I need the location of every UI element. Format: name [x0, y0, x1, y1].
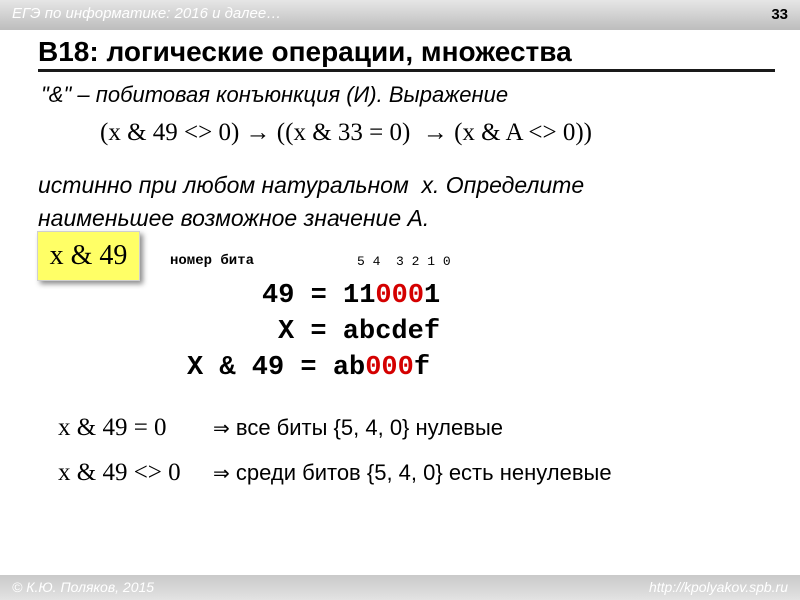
row-x-text: X = abcdef — [278, 317, 441, 347]
rule-nonzero-expr: x & 49 <> 0 — [58, 459, 181, 486]
bit-number-caption: номер бита — [170, 253, 255, 269]
row-49-suffix: 1 — [424, 281, 441, 311]
highlight-box-label: x & 49 — [37, 231, 140, 281]
slide-title: B18: логические операции, множества — [38, 36, 572, 67]
row-49-highlight: 000 — [375, 281, 425, 311]
rule-nonzero — [58, 459, 612, 487]
implies-arrow-icon: ⇒ — [213, 461, 230, 485]
footer-bar — [0, 575, 800, 600]
implies-arrow-icon: ⇒ — [213, 416, 230, 440]
footer-author: © К.Ю. Поляков, 2015 — [12, 579, 155, 595]
breadcrumb: ЕГЭ по информатике: 2016 и далее… — [12, 5, 282, 22]
task-text — [38, 169, 584, 235]
task-line-1: истинно при любом натуральном x. Определите — [38, 172, 585, 198]
formula: (x & 49 <> 0) → ((x & 33 = 0) → (x & A <> 0)) — [100, 119, 592, 146]
task-line-2: наименьшее возможное значение A. — [38, 205, 430, 231]
rule-zero-text: все биты {5, 4, 0} нулевые — [229, 415, 503, 440]
row-49-prefix: 49 = 11 — [262, 281, 376, 311]
binary-row-49 — [262, 281, 440, 311]
row-x49-suffix: f — [413, 353, 431, 383]
rule-nonzero-text: среди битов {5, 4, 0} есть ненулевые — [229, 460, 612, 485]
slide-number: 33 — [771, 6, 788, 23]
title-underline — [38, 69, 775, 72]
bit-indices: 5 4 3 2 1 0 — [357, 254, 451, 269]
rule-zero-expr: x & 49 = 0 — [58, 414, 167, 441]
binary-row-x-and-49 — [187, 353, 430, 383]
row-x49-prefix: X & 49 = ab — [187, 353, 366, 383]
binary-row-x — [278, 317, 440, 347]
row-x49-highlight: 000 — [365, 353, 414, 383]
header-bar — [0, 0, 800, 30]
intro-text: "&" – побитовая конъюнкция (И). Выражение — [41, 82, 509, 107]
footer-url[interactable]: http://kpolyakov.spb.ru — [648, 579, 788, 595]
rule-zero — [58, 414, 503, 442]
